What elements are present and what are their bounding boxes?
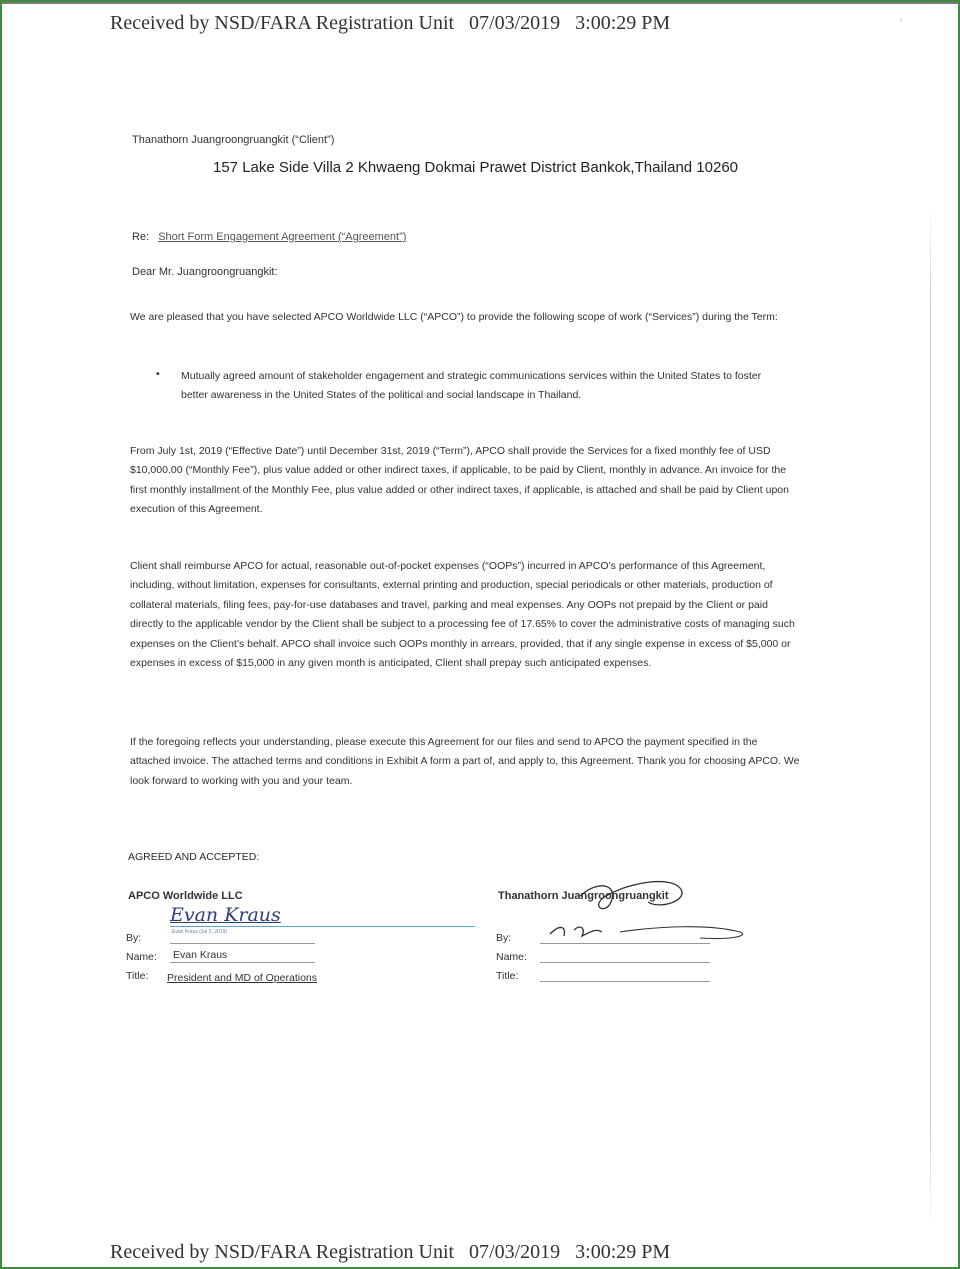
apco-signature: Evan Kraus [170, 904, 281, 926]
fara-received-stamp-top: Received by NSD/FARA Registration Unit 07/03/2019 3:00:29 PM [110, 12, 671, 34]
salutation: Dear Mr. Juangroongruangkit: [132, 266, 278, 278]
client-line: Thanathorn Juangroongruangkit (“Client”) [132, 134, 335, 146]
apco-signature-line [170, 926, 475, 927]
paragraph-scope: We are pleased that you have selected APCO Worldwide LLC (“APCO”) to provide the following scope of work (“Services”) during the Term: [130, 311, 778, 323]
client-name-rule [540, 962, 710, 963]
bullet-services: Mutually agreed amount of stakeholder engagement and strategic communications services within the United States to foster better awareness in the United States of the political and social landscape in Thailand. [181, 370, 762, 402]
client-title-rule [540, 981, 710, 982]
client-address: 157 Lake Side Villa 2 Khwaeng Dokmai Prawet District Bankok,Thailand 10260 [213, 159, 739, 176]
client-signature-icon [520, 866, 760, 946]
apco-name-rule [170, 962, 315, 963]
apco-signature-caption: Evan Kraus (Jul 3, 2019) [172, 929, 228, 935]
edge-mark: ʼ [900, 18, 903, 29]
fara-received-stamp-bottom: Received by NSD/FARA Registration Unit 07/03/2019 3:00:29 PM [110, 1241, 671, 1263]
apco-title-value: President and MD of Operations [167, 972, 317, 984]
client-name-header: Thanathorn Juangroongruangkit [498, 890, 669, 902]
paragraph-expenses: Client shall reimburse APCO for actual, reasonable out-of-pocket expenses (“OOPs”) incurred in APCO’s performance of this Agreement, including, without limitation, expenses for consultants, external printing and production, special periodicals or other materials, production of collateral materials, filing fees, pay-for-use databases and travel, parking and meal expenses. Any OOPs not prepaid by the Client or paid directly to the applicable vendor by the Client shall be subject to a processing fee of 17.65% to cover the administrative costs of managing such expenses on the Client’s behalf. APCO shall invoice such OOPs monthly in arrears, provided, that if any single expense in excess of $5,000 or expenses in excess of $15,000 in any given month is anticipated, Client shall prepay such anticipated expenses. [130, 560, 795, 670]
bullet-icon: • [156, 368, 160, 380]
apco-by-rule [170, 943, 315, 944]
scan-edge-shadow [930, 200, 931, 1230]
re-line [132, 231, 406, 243]
apco-org-name: APCO Worldwide LLC [128, 890, 243, 902]
paragraph-closing: If the foregoing reflects your understanding, please execute this Agreement for our files and send to APCO the payment specified in the attached invoice. The attached terms and conditions in Exhibit A form a part of, and apply to, this Agreement. Thank you for choosing APCO. We look forward to working with you and your team. [130, 736, 800, 787]
client-name-label: Name: [496, 951, 527, 963]
apco-by-label: By: [126, 932, 142, 944]
apco-title-label: Title: [126, 970, 149, 982]
client-title-label: Title: [496, 970, 519, 982]
agreed-accepted-heading: AGREED AND ACCEPTED: [128, 851, 260, 863]
re-subject: Short Form Engagement Agreement (“Agreement”) [158, 231, 407, 243]
re-label: Re: [132, 231, 150, 243]
apco-name-label: Name: [126, 951, 157, 963]
paragraph-fee: From July 1st, 2019 (“Effective Date”) until December 31st, 2019 (“Term”), APCO shall provide the Services for a fixed monthly fee of USD $10,000.00 (“Monthly Fee”), plus value added or other indirect taxes, if applicable, to be paid by Client, monthly in advance. An invoice for the first monthly installment of the Monthly Fee, plus value added or other indirect taxes, if applicable, is attached and shall be paid by Client upon execution of this Agreement. [130, 445, 789, 516]
client-by-rule [540, 943, 710, 944]
client-by-label: By: [496, 932, 512, 944]
apco-name-value: Evan Kraus [173, 949, 228, 961]
